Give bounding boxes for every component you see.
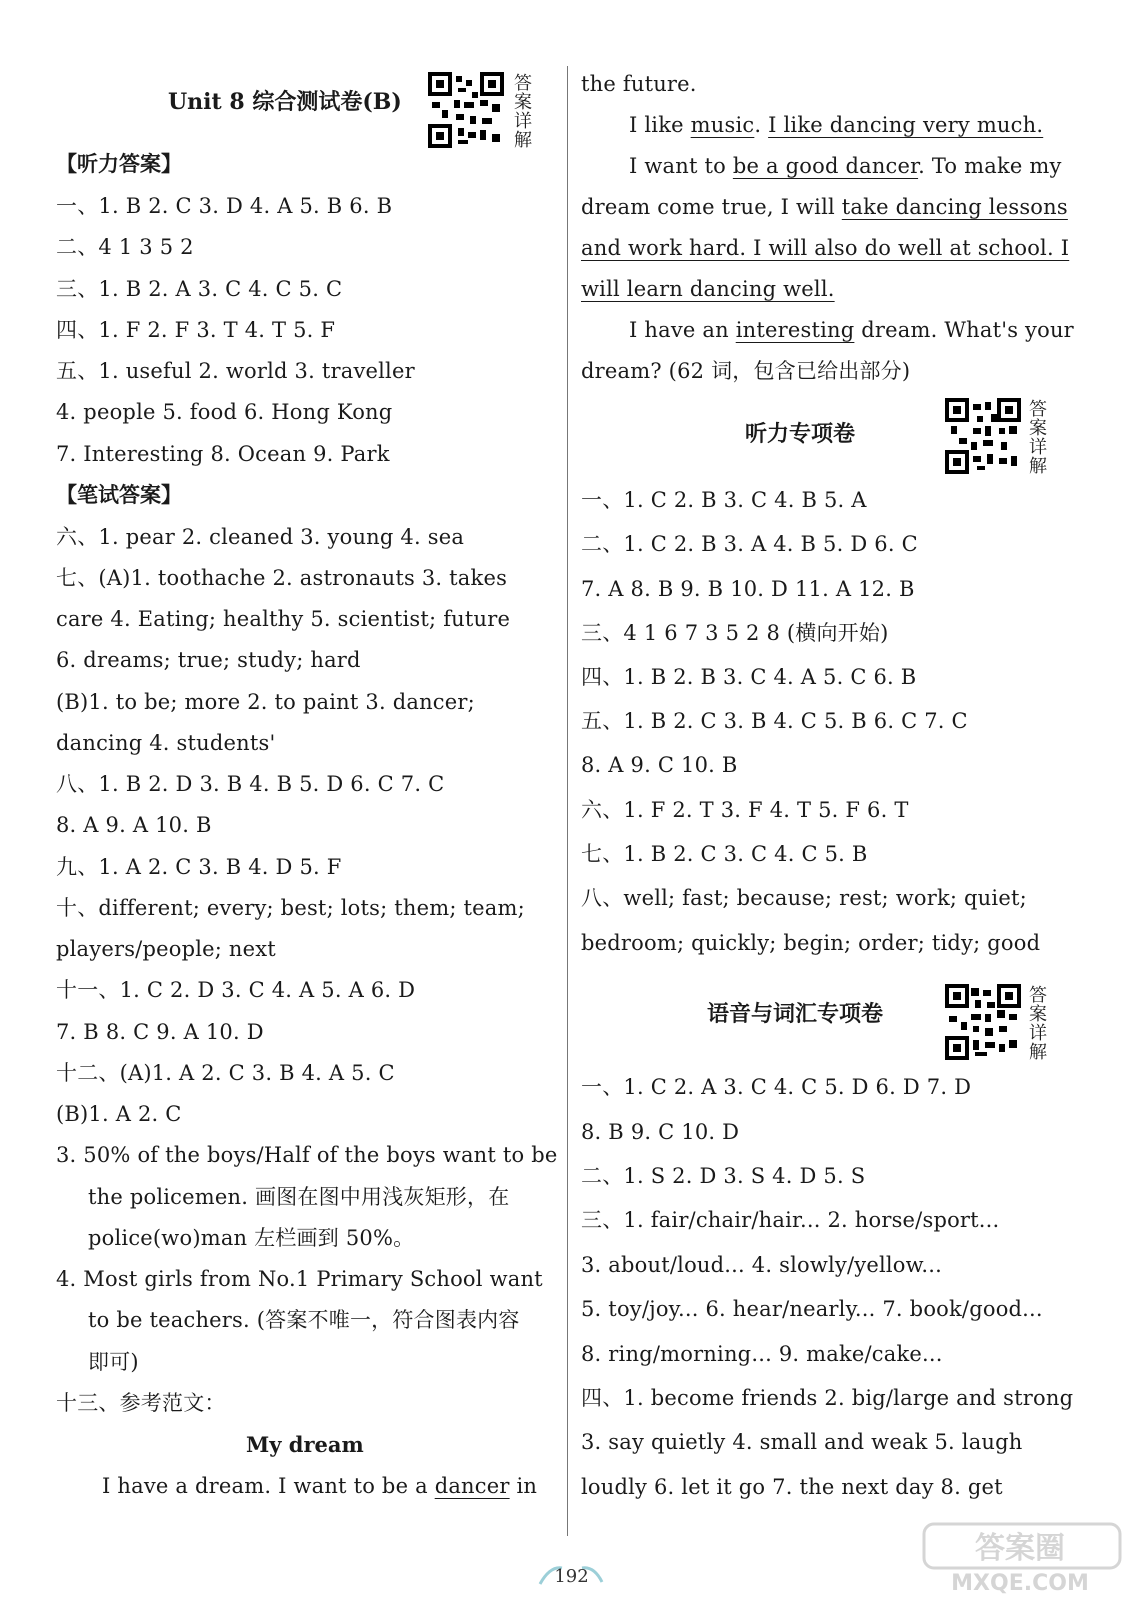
answer-line: 四、1. B 2. B 3. C 4. A 5. C 6. B [581, 665, 917, 689]
answer-line: 九、1. A 2. C 3. B 4. D 5. F [56, 855, 342, 879]
essay-text: . [754, 113, 769, 137]
qr-code-icon[interactable] [428, 72, 504, 148]
essay-line: will learn dancing well. [581, 277, 835, 301]
column-divider [567, 66, 568, 1536]
answer-line: care 4. Eating; healthy 5. scientist; future [56, 607, 511, 631]
answer-line: 二、1. C 2. B 3. A 4. B 5. D 6. C [581, 532, 918, 556]
answer-line: 即可) [88, 1350, 139, 1374]
essay-line: and work hard. I will also do well at school. I [581, 236, 1070, 260]
listening-answers-header: 【听力答案】 [56, 151, 182, 176]
qr-label: 答 案 详 解 [1029, 985, 1047, 1063]
answer-line: 7. B 8. C 9. A 10. D [56, 1020, 264, 1044]
answer-line: 十二、(A)1. A 2. C 3. B 4. A 5. C [56, 1061, 395, 1085]
answer-line: 八、well; fast; because; rest; work; quiet; [581, 886, 1027, 910]
answer-line: 三、1. fair/chair/hair... 2. horse/sport... [581, 1208, 1000, 1232]
essay-text: . To make my [918, 154, 1062, 178]
essay-text: in [509, 1474, 538, 1498]
svg-text:MXQE.COM: MXQE.COM [951, 1571, 1089, 1595]
answer-line: (B)1. to be; more 2. to paint 3. dancer; [56, 690, 475, 714]
phonics-vocab-test-title: 语音与词汇专项卷 [707, 1001, 884, 1027]
answer-line: 3. about/loud... 4. slowly/yellow... [581, 1253, 942, 1277]
essay-line [629, 111, 1043, 139]
answer-line: 4. people 5. food 6. Hong Kong [56, 400, 393, 424]
answer-line: 二、4 1 3 5 2 [56, 235, 194, 259]
essay-title: My dream [246, 1432, 364, 1457]
essay-text: I have an [629, 318, 736, 342]
answer-line: 6. dreams; true; study; hard [56, 648, 361, 672]
page-number: 192 [554, 1566, 589, 1587]
qr-code-icon[interactable] [945, 398, 1021, 474]
essay-text: I want to [629, 154, 733, 178]
answer-line: 七、(A)1. toothache 2. astronauts 3. takes [56, 566, 508, 590]
written-answers-header: 【笔试答案】 [56, 482, 182, 507]
essay-underlined: be a good dancer [732, 154, 919, 178]
listening-test-title: 听力专项卷 [745, 421, 856, 447]
answer-line: 十一、1. C 2. D 3. C 4. A 5. A 6. D [56, 978, 416, 1002]
qr-label: 答 案 详 解 [514, 73, 532, 151]
essay-line [629, 316, 1074, 344]
answer-line: 8. A 9. A 10. B [56, 813, 212, 837]
essay-text: dream. What's your [854, 318, 1074, 342]
essay-underlined: I like dancing very much. [768, 113, 1044, 137]
answer-line: 五、1. useful 2. world 3. traveller [56, 359, 415, 383]
answer-line: 3. 50% of the boys/Half of the boys want to be [56, 1143, 558, 1167]
answer-line: 六、1. F 2. T 3. F 4. T 5. F 6. T [581, 798, 909, 822]
answer-line: players/people; next [56, 937, 276, 961]
essay-underlined: take dancing lessons [841, 195, 1068, 219]
essay-underlined: dancer [434, 1474, 510, 1498]
answer-line: 三、1. B 2. A 3. C 4. C 5. C [56, 277, 343, 301]
answer-line: 七、1. B 2. C 3. C 4. C 5. B [581, 842, 868, 866]
answer-line: (B)1. A 2. C [56, 1102, 182, 1126]
answer-line: 5. toy/joy... 6. hear/nearly... 7. book/good... [581, 1297, 1043, 1321]
essay-line [581, 193, 1068, 221]
essay-text: I like [629, 113, 691, 137]
svg-text:答案圈: 答案圈 [975, 1531, 1065, 1566]
essay-line [629, 152, 1062, 180]
answer-line: 7. A 8. B 9. B 10. D 11. A 12. B [581, 577, 915, 601]
essay-line [102, 1472, 537, 1500]
answer-line: 一、1. C 2. A 3. C 4. C 5. D 6. D 7. D [581, 1075, 972, 1099]
qr-label: 答 案 详 解 [1029, 399, 1047, 477]
essay-text: dream come true, I will [581, 195, 842, 219]
answer-line: 八、1. B 2. D 3. B 4. B 5. D 6. C 7. C [56, 772, 445, 796]
answer-line: loudly 6. let it go 7. the next day 8. get [581, 1475, 1003, 1499]
answer-line: 六、1. pear 2. cleaned 3. young 4. sea [56, 525, 465, 549]
answer-line: 四、1. F 2. F 3. T 4. T 5. F [56, 318, 336, 342]
answer-line: 一、1. B 2. C 3. D 4. A 5. B 6. B [56, 194, 393, 218]
answer-line: to be teachers. (答案不唯一，符合图表内容 [88, 1308, 520, 1332]
answer-line: 四、1. become friends 2. big/large and strong [581, 1386, 1074, 1410]
answer-line: 二、1. S 2. D 3. S 4. D 5. S [581, 1164, 866, 1188]
answer-line: 4. Most girls from No.1 Primary School want [56, 1267, 543, 1291]
essay-underlined: music [690, 113, 755, 137]
essay-underlined: interesting [735, 318, 855, 342]
essay-line: dream? (62 词，包含已给出部分) [581, 359, 911, 383]
answer-line: dancing 4. students' [56, 731, 276, 755]
answer-line: police(wo)man 左栏画到 50%。 [88, 1226, 415, 1250]
answer-line: bedroom; quickly; begin; order; tidy; good [581, 931, 1041, 955]
qr-code-icon[interactable] [945, 984, 1021, 1060]
answer-line: 十、different; every; best; lots; them; team; [56, 896, 525, 920]
essay-line: the future. [581, 72, 697, 96]
answer-line: 7. Interesting 8. Ocean 9. Park [56, 442, 390, 466]
essay-text: I have a dream. I want to be a [102, 1474, 435, 1498]
answer-line: 8. B 9. C 10. D [581, 1120, 740, 1144]
answer-line: 三、4 1 6 7 3 5 2 8 (横向开始) [581, 621, 889, 645]
answer-line: the policemen. 画图在图中用浅灰矩形，在 [88, 1185, 510, 1209]
answer-line: 8. ring/morning... 9. make/cake... [581, 1342, 943, 1366]
answer-line: 3. say quietly 4. small and weak 5. laugh [581, 1430, 1023, 1454]
answer-line: 8. A 9. C 10. B [581, 753, 738, 777]
answer-line: 一、1. C 2. B 3. C 4. B 5. A [581, 488, 867, 512]
answer-line: 五、1. B 2. C 3. B 4. C 5. B 6. C 7. C [581, 709, 968, 733]
answer-line: 十三、参考范文： [56, 1391, 226, 1415]
unit8-test-title: Unit 8 综合测试卷(B) [168, 89, 402, 115]
watermark-logo-icon [920, 1520, 1130, 1595]
